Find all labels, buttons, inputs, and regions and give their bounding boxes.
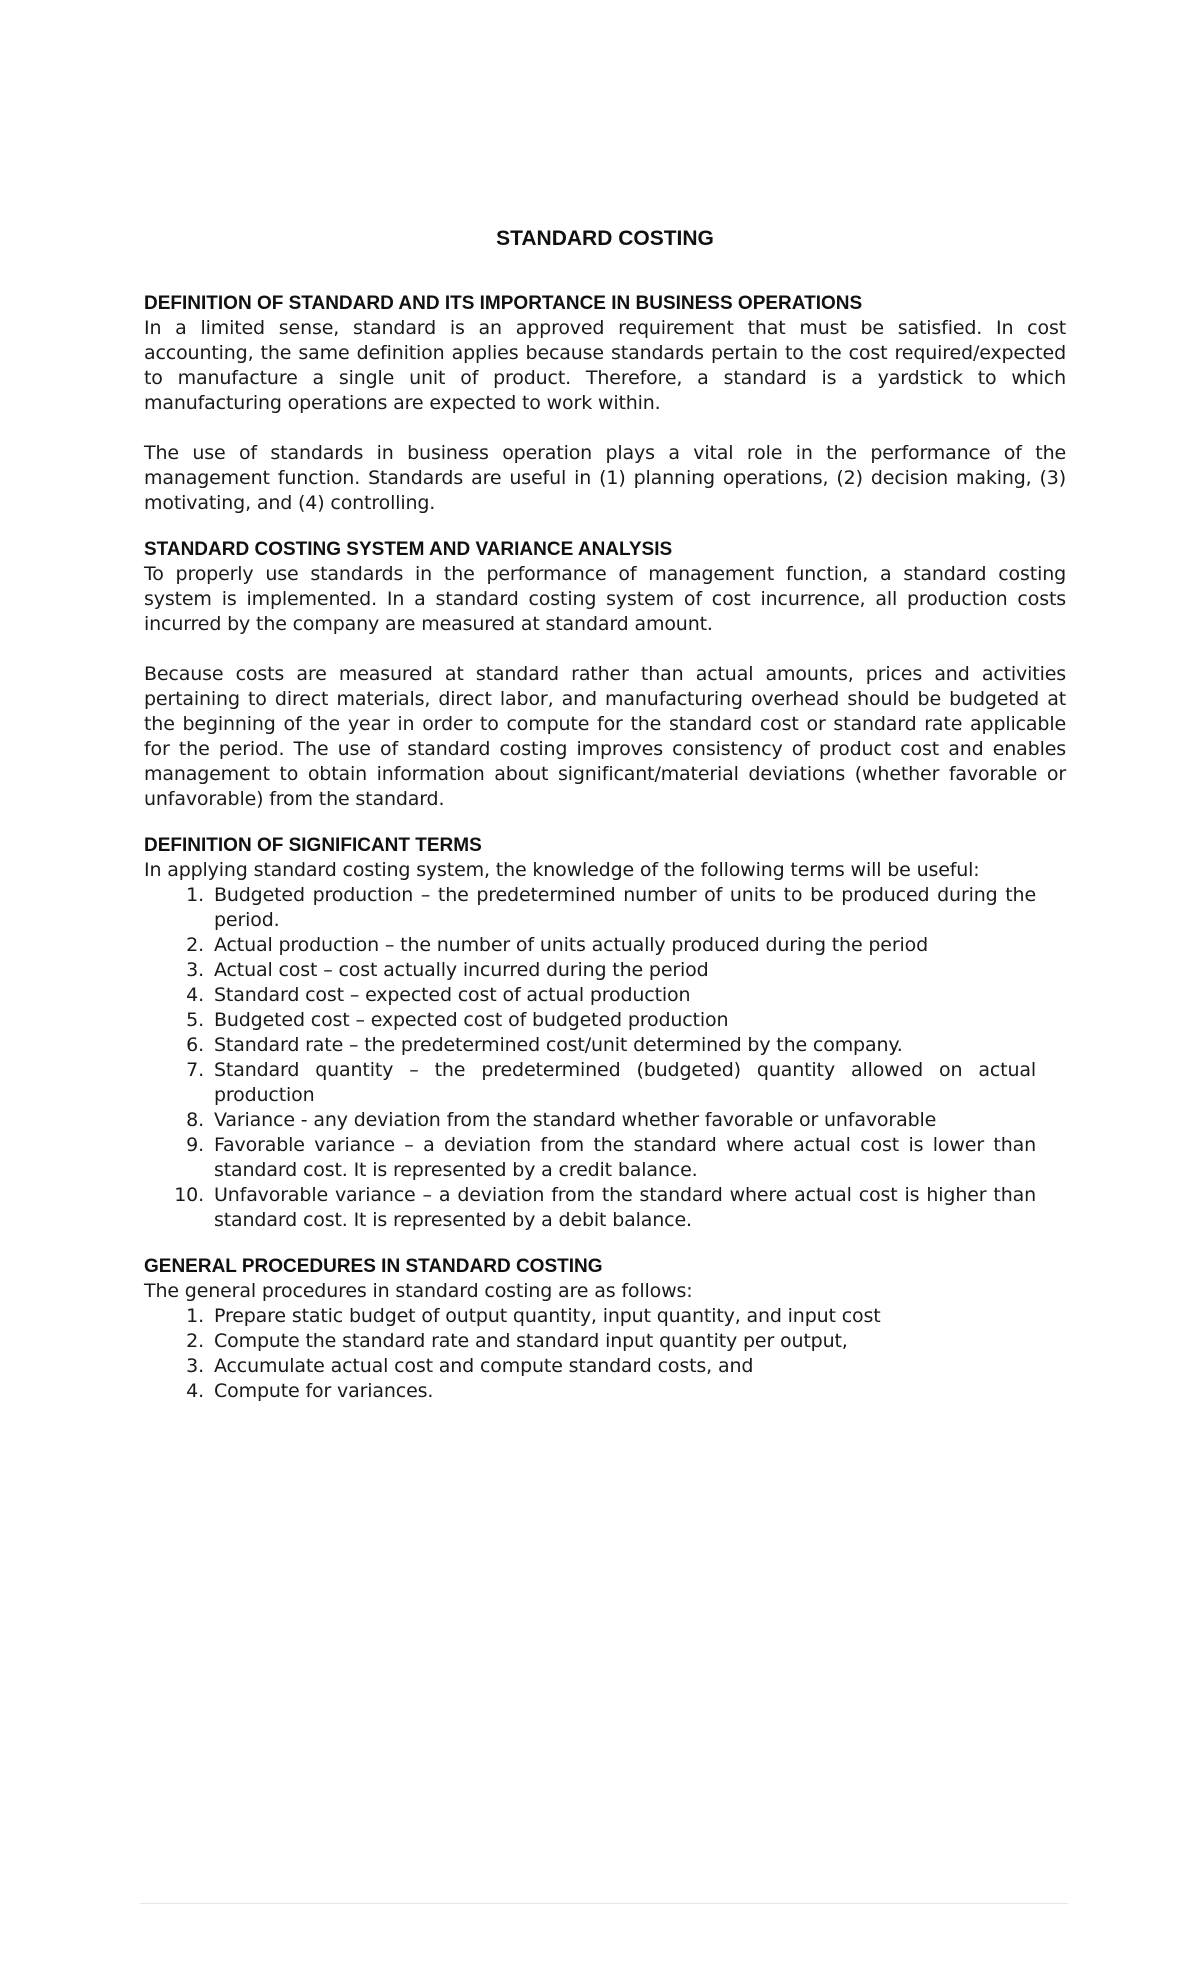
list-text: Prepare static budget of output quantity, input quantity, and input cost [214, 1305, 881, 1327]
list-number: 2. [186, 934, 204, 956]
list-text: Standard cost – expected cost of actual production [214, 984, 691, 1006]
document-title: STANDARD COSTING [496, 227, 714, 250]
list-item [144, 1008, 1066, 1033]
list-text: Accumulate actual cost and compute standard costs, and [214, 1355, 754, 1377]
list-number: 3. [186, 1355, 204, 1377]
list-text: Variance - any deviation from the standard whether favorable or unfavorable [214, 1109, 937, 1131]
section-heading: GENERAL PROCEDURES IN STANDARD COSTING [144, 1256, 603, 1277]
list-text: Actual cost – cost actually incurred during the period [214, 959, 709, 981]
list-number: 9. [186, 1134, 204, 1156]
list-number: 1. [186, 884, 204, 906]
list-number: 6. [186, 1034, 204, 1056]
list-number: 2. [186, 1330, 204, 1352]
list-item [144, 1304, 1066, 1329]
list-item [144, 1033, 1066, 1058]
list-item [144, 1133, 1066, 1183]
list-item [144, 1058, 1066, 1108]
list-text: Compute the standard rate and standard input quantity per output, [214, 1330, 848, 1352]
procedures-list [144, 1304, 1066, 1404]
section-standard-costing-system [144, 538, 1066, 812]
paragraph: In applying standard costing system, the knowledge of the following terms will be useful: [144, 859, 980, 881]
list-text: Favorable variance – a deviation from the standard where actual cost is lower than standard cost. It is represented by a credit balance. [214, 1134, 1036, 1181]
list-text: Budgeted cost – expected cost of budgeted production [214, 1009, 729, 1031]
paragraph: In a limited sense, standard is an approved requirement that must be satisfied. In cost accounting, the same definition applies because standards pertain to the cost required/expected to manufacture a single unit of product. Therefore, a standard is a yardstick to which manufacturing operations are expected to work within. [144, 317, 1066, 414]
section-heading: STANDARD COSTING SYSTEM AND VARIANCE ANALYSIS [144, 539, 673, 560]
list-text: Standard quantity – the predetermined (budgeted) quantity allowed on actual production [214, 1059, 1036, 1106]
list-text: Standard rate – the predetermined cost/unit determined by the company. [214, 1034, 903, 1056]
footer-divider [140, 1903, 1068, 1904]
list-item [144, 933, 1066, 958]
list-number: 4. [186, 1380, 204, 1402]
section-heading: DEFINITION OF STANDARD AND ITS IMPORTANCE IN BUSINESS OPERATIONS [144, 293, 863, 314]
list-item [144, 983, 1066, 1008]
paragraph: Because costs are measured at standard rather than actual amounts, prices and activities pertaining to direct materials, direct labor, and manufacturing overhead should be budgeted at the beginning of the year in order to compute for the standard cost or standard rate applicable for the period. The use of standard costing improves consistency of product cost and enables management to obtain information about significant/material deviations (whether favorable or unfavorable) from the standard. [144, 663, 1066, 810]
paragraph: The use of standards in business operation plays a vital role in the performance of the management function. Standards are useful in (1) planning operations, (2) decision making, (3) motivating, and (4) controlling. [144, 442, 1066, 514]
section-definition-of-standard [144, 292, 1066, 516]
paragraph: To properly use standards in the performance of management function, a standard costing system is implemented. In a standard costing system of cost incurrence, all production costs incurred by the company are measured at standard amount. [144, 563, 1066, 635]
list-number: 10. [174, 1184, 204, 1206]
list-number: 3. [186, 959, 204, 981]
list-number: 4. [186, 984, 204, 1006]
list-item [144, 1379, 1066, 1404]
list-text: Compute for variances. [214, 1380, 434, 1402]
list-item [144, 1108, 1066, 1133]
list-item [144, 1183, 1066, 1233]
list-number: 5. [186, 1009, 204, 1031]
list-text: Budgeted production – the predetermined number of units to be produced during the period. [214, 884, 1036, 931]
section-significant-terms [144, 834, 1066, 1233]
list-item [144, 1354, 1066, 1379]
document-body [144, 226, 1066, 1404]
list-item [144, 1329, 1066, 1354]
section-general-procedures [144, 1255, 1066, 1404]
list-number: 7. [186, 1059, 204, 1081]
list-text: Actual production – the number of units actually produced during the period [214, 934, 928, 956]
section-heading: DEFINITION OF SIGNIFICANT TERMS [144, 835, 482, 856]
paragraph: The general procedures in standard costing are as follows: [144, 1280, 693, 1302]
list-text: Unfavorable variance – a deviation from the standard where actual cost is higher than standard cost. It is represented by a debit balance. [214, 1184, 1036, 1231]
list-item [144, 958, 1066, 983]
terms-list [144, 883, 1066, 1233]
list-item [144, 883, 1066, 933]
list-number: 8. [186, 1109, 204, 1131]
list-number: 1. [186, 1305, 204, 1327]
